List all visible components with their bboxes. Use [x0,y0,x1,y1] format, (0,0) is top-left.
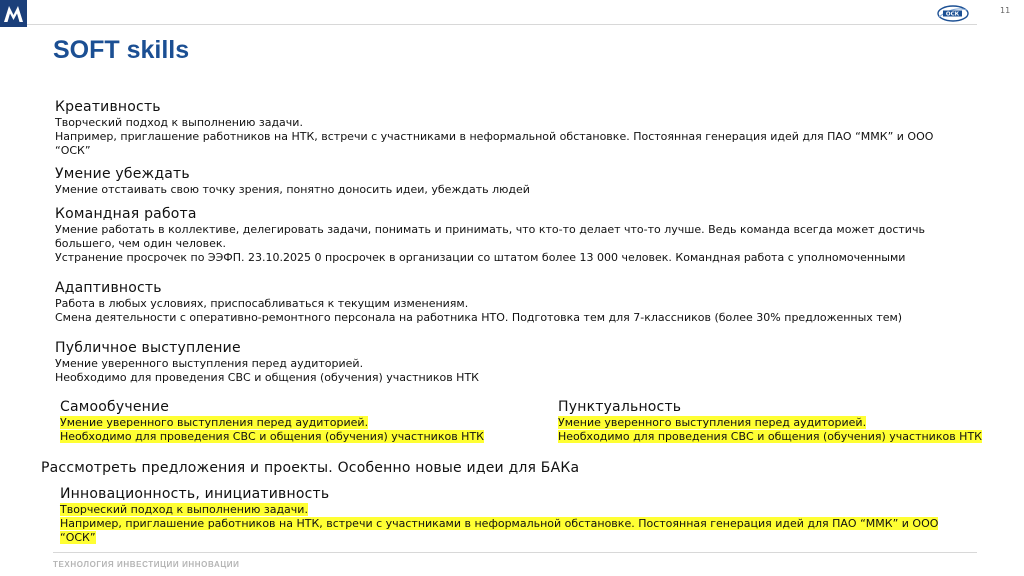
section-text: Например, приглашение работников на НТК, встречи с участниками в неформальной обстановке. Постоянная генерация идей для ПАО “ММК” и ООО [55,130,934,143]
page-number: 11 [1000,6,1011,15]
section-teamwork [55,206,1015,265]
section-text: “ОСК” [55,144,91,157]
section-text: Смена деятельности с оперативно-ремонтного персонала на работника НТО. Подготовка тем для 7-классников (более 30% предложенных тем) [55,311,903,324]
section-heading: Креативность [55,99,161,115]
section-creativity [55,99,1015,158]
footer-divider [53,552,977,553]
section-text: большего, чем один человек. [55,237,227,250]
highlighted-text: Необходимо для проведения СВС и общения (обучения) участников НТК [558,430,982,443]
section-innovation [60,486,1015,545]
osk-logo-icon [936,4,970,23]
highlighted-text: Необходимо для проведения СВС и общения (обучения) участников НТК [60,430,484,443]
section-heading: Самообучение [60,399,170,415]
section-heading: Публичное выступление [55,340,241,356]
section-adaptability [55,280,1015,325]
section-punctuality [558,399,1018,444]
section-text: Работа в любых условиях, приспосабливаться к текущим изменениям. [55,297,469,310]
section-public-speaking [55,340,1015,385]
mmk-logo-icon [0,0,27,27]
header-divider [27,24,977,25]
section-text: Устранение просрочек по ЭЭФП. 23.10.2025 0 просрочек в организации со штатом более 13 000 человек. Командная работа с уполномоченными [55,251,906,264]
section-heading: Пунктуальность [558,399,682,415]
section-text: Необходимо для проведения СВС и общения (обучения) участников НТК [55,371,479,384]
page-title: SOFT skills [53,36,190,64]
proposals-note: Рассмотреть предложения и проекты. Особенно новые идеи для БАКа [41,460,580,476]
highlighted-text: Умение уверенного выступления перед аудиторией. [558,416,867,429]
highlighted-text: Умение уверенного выступления перед аудиторией. [60,416,369,429]
section-text: Творческий подход к выполнению задачи. [55,116,303,129]
highlighted-text: Например, приглашение работников на НТК, встречи с участниками в неформальной обстановке. Постоянная генерация идей для ПАО “ММК” и ООО [60,517,939,530]
section-heading: Адаптивность [55,280,162,296]
section-text: Умение работать в коллективе, делегировать задачи, понимать и принимать, что кто-то делает что-то лучше. Ведь команда всегда может достичь [55,223,925,236]
section-text: Умение уверенного выступления перед аудиторией. [55,357,364,370]
section-text: Умение отстаивать свою точку зрения, понятно доносить идеи, убеждать людей [55,183,530,196]
section-self-learning [60,399,530,444]
section-heading: Инновационность, инициативность [60,486,330,502]
svg-text:ОСК: ОСК [945,11,960,18]
footer-tagline: ТЕХНОЛОГИЯ ИНВЕСТИЦИИ ИННОВАЦИИ [53,560,240,569]
highlighted-text: “ОСК” [60,531,96,544]
section-persuasion [55,166,1015,197]
section-heading: Умение убеждать [55,166,190,182]
section-heading: Командная работа [55,206,197,222]
highlighted-text: Творческий подход к выполнению задачи. [60,503,308,516]
